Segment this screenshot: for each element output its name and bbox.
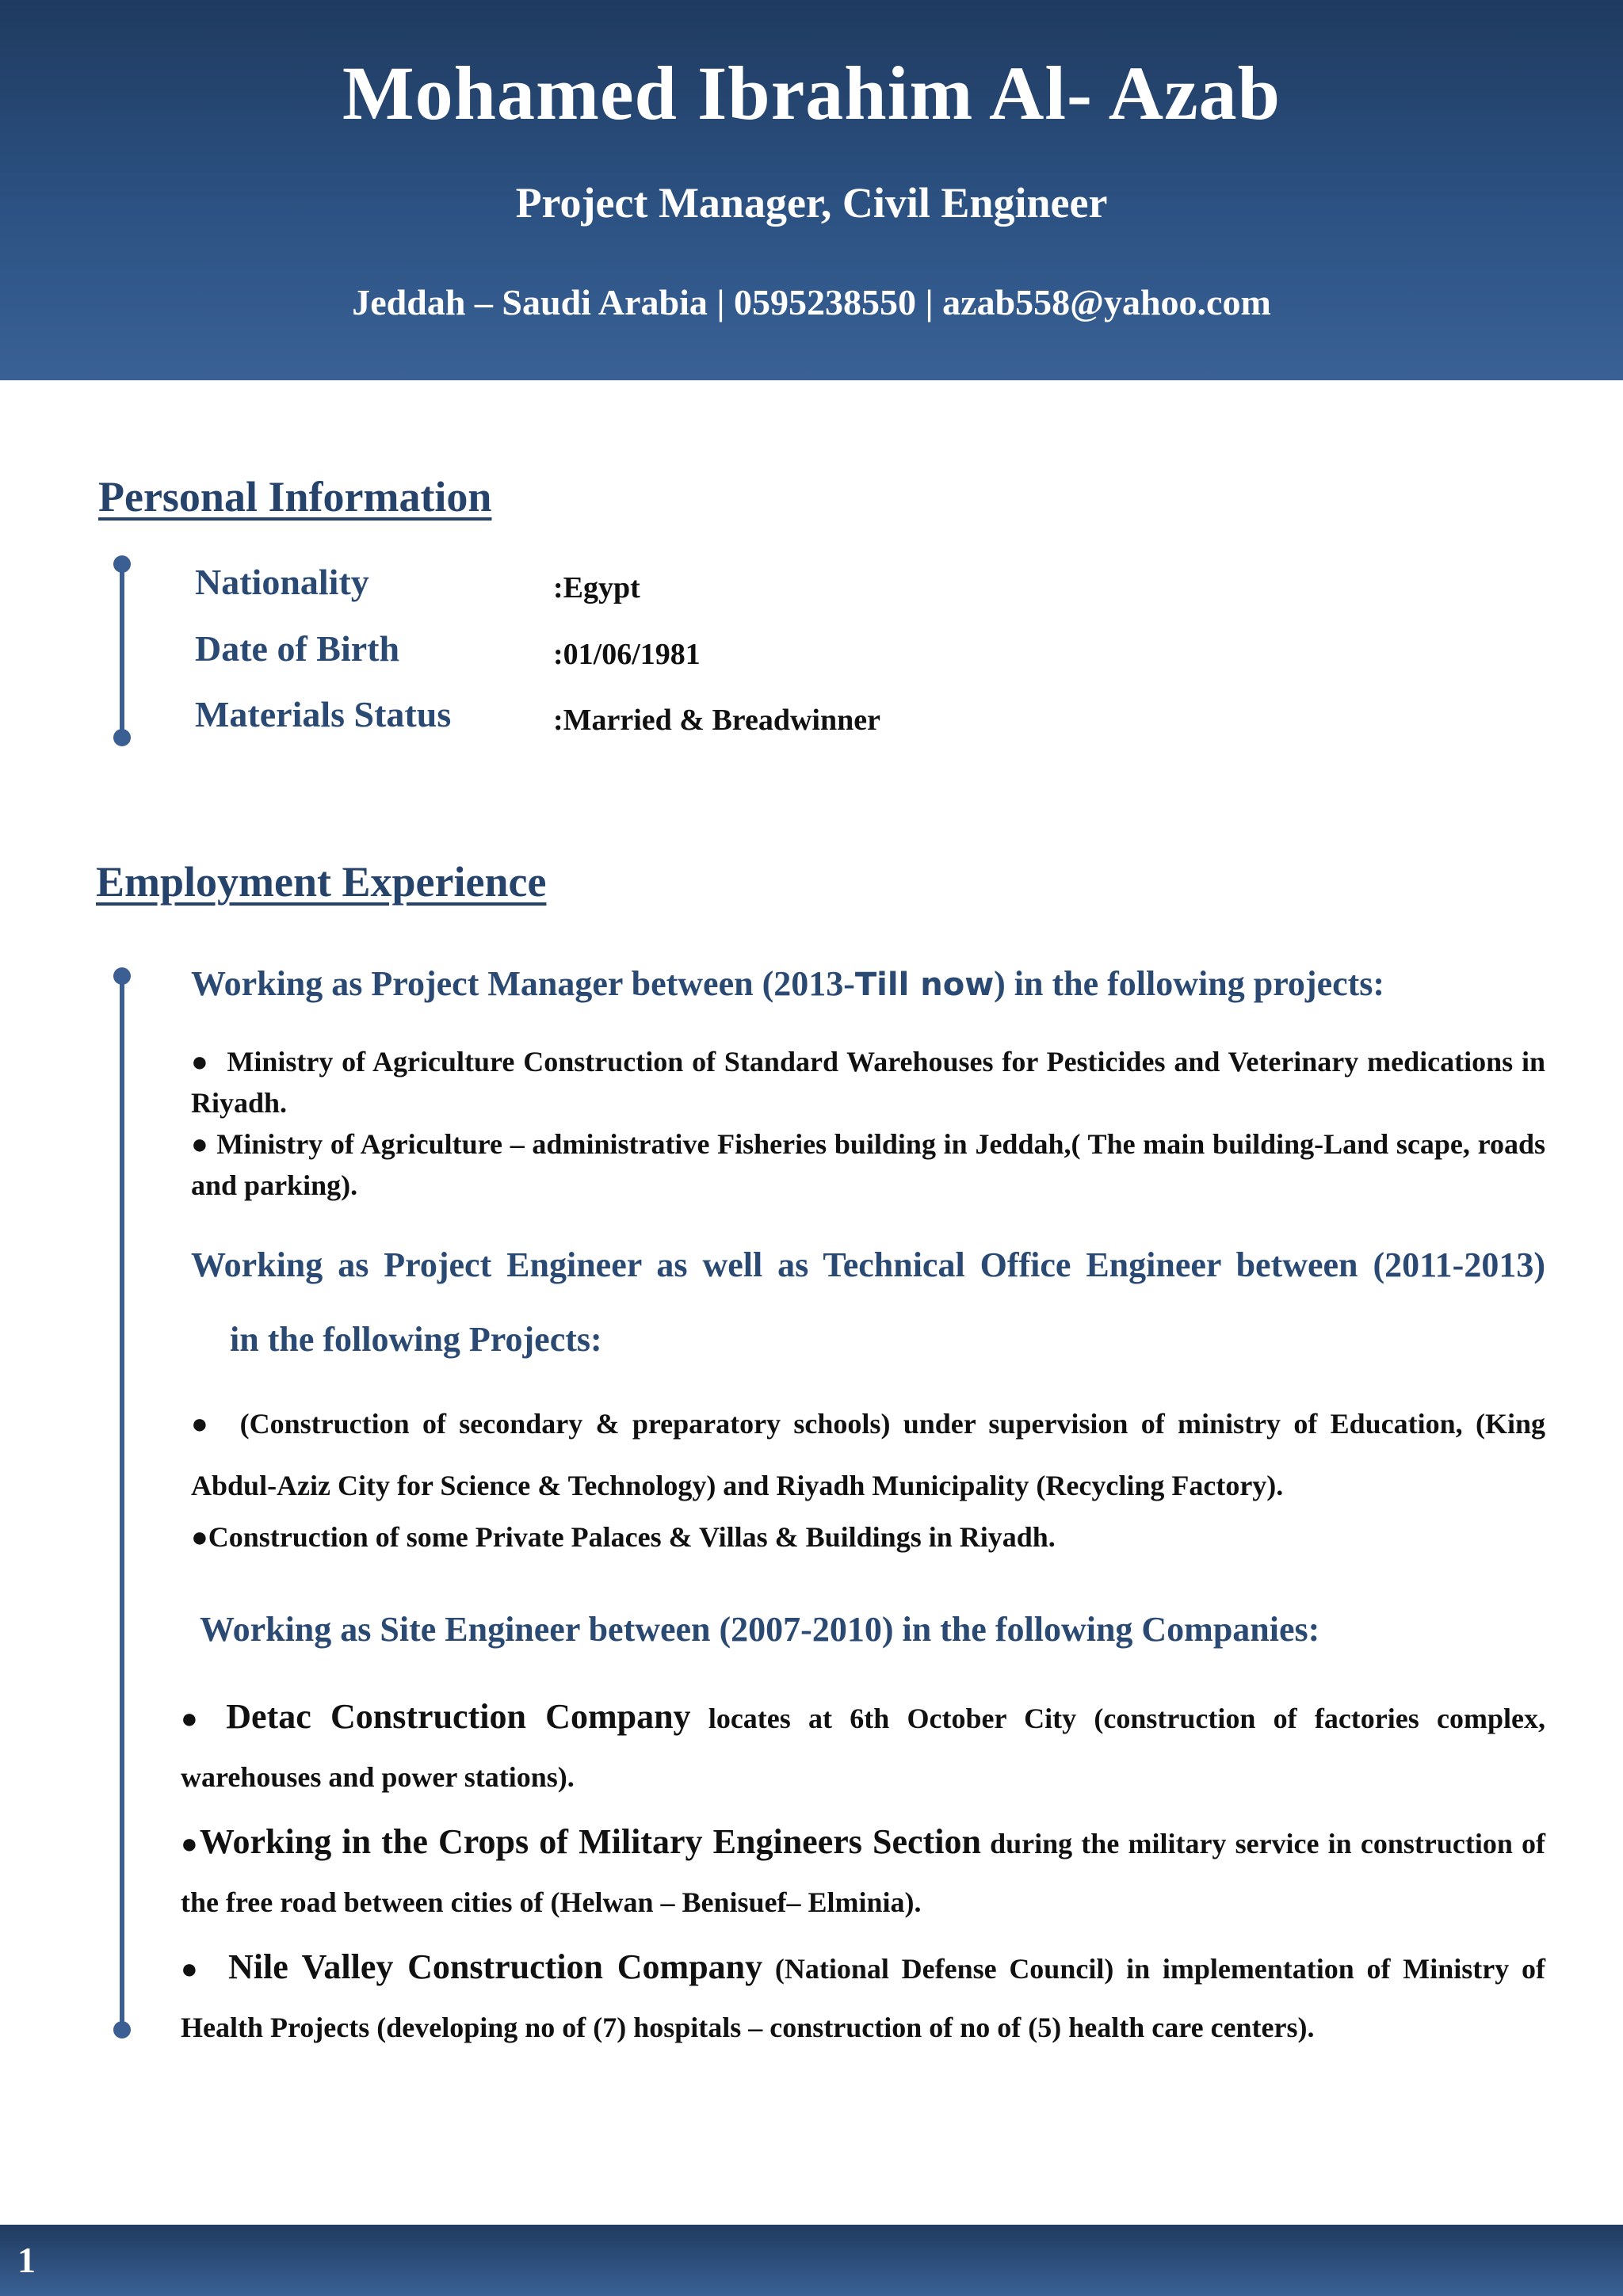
pe-item-1: ● (Construction of secondary & preparatory schools) under supervision of ministry of Education, (King Abdul-Aziz City for Science & Technology) and Riyadh Municipality (Recycling Factory). <box>191 1408 1545 1501</box>
job-title: Project Manager, Civil Engineer <box>515 179 1108 227</box>
se-heading: Working as Site Engineer between (2007-2010) in the following Companies: <box>200 1610 1320 1649</box>
contact-line: Jeddah – Saudi Arabia | 0595238550 | azab558@yahoo.com <box>352 282 1271 322</box>
footer-bar <box>0 2225 1623 2296</box>
pe-heading-line2: in the following Projects: <box>230 1320 602 1359</box>
personal-info-title: Personal Information <box>98 473 492 521</box>
dob-value: :01/06/1981 <box>553 638 701 671</box>
dob-label: Date of Birth <box>195 628 400 669</box>
employment-timeline-dot-top <box>113 967 131 985</box>
marital-status-value: :Married & Breadwinner <box>553 704 880 737</box>
se-item-3: ● Nile Valley Construction Company (National Defense Council) in implementation of Ministry of Health Projects (developing no of (7) hospitals – construction of no of (5) health care centers). <box>181 1947 1545 2043</box>
personal-timeline-dot-top <box>113 555 131 573</box>
employment-title: Employment Experience <box>96 858 547 906</box>
personal-timeline-dot-bottom <box>113 729 131 746</box>
personal-timeline-line <box>120 564 124 737</box>
pe-heading-line1: Working as Project Engineer as well as Technical Office Engineer between (2011-2013) <box>191 1245 1545 1284</box>
se-item-1: ● Detac Construction Company locates at 6th October City (construction of factories complex, warehouses and power stations). <box>181 1697 1545 1793</box>
header-banner <box>0 0 1623 380</box>
se-item-2: ●Working in the Crops of Military Engineers Section during the military service in construction of the free road between cities of (Helwan – Benisuef– Elminia). <box>181 1822 1546 1918</box>
marital-status-label: Materials Status <box>195 694 452 734</box>
pm-heading: Working as Project Manager between (2013-Till now) in the following projects: <box>191 964 1385 1003</box>
nationality-value: :Egypt <box>553 571 640 605</box>
page-number: 1 <box>17 2240 36 2280</box>
pm-item-1: ● Ministry of Agriculture Construction of Standard Warehouses for Pesticides and Veterinary medications in Riyadh. <box>191 1046 1546 1119</box>
candidate-name: Mohamed Ibrahim Al- Azab <box>342 51 1281 135</box>
pe-item-2: ●Construction of some Private Palaces & Villas & Buildings in Riyadh. <box>191 1521 1056 1553</box>
nationality-label: Nationality <box>195 562 369 602</box>
employment-timeline-dot-bottom <box>113 2021 131 2039</box>
employment-timeline-line <box>120 976 124 2030</box>
pm-item-2: ● Ministry of Agriculture – administrative Fisheries building in Jeddah,( The main building-Land scape, roads and parking). <box>191 1128 1545 1201</box>
